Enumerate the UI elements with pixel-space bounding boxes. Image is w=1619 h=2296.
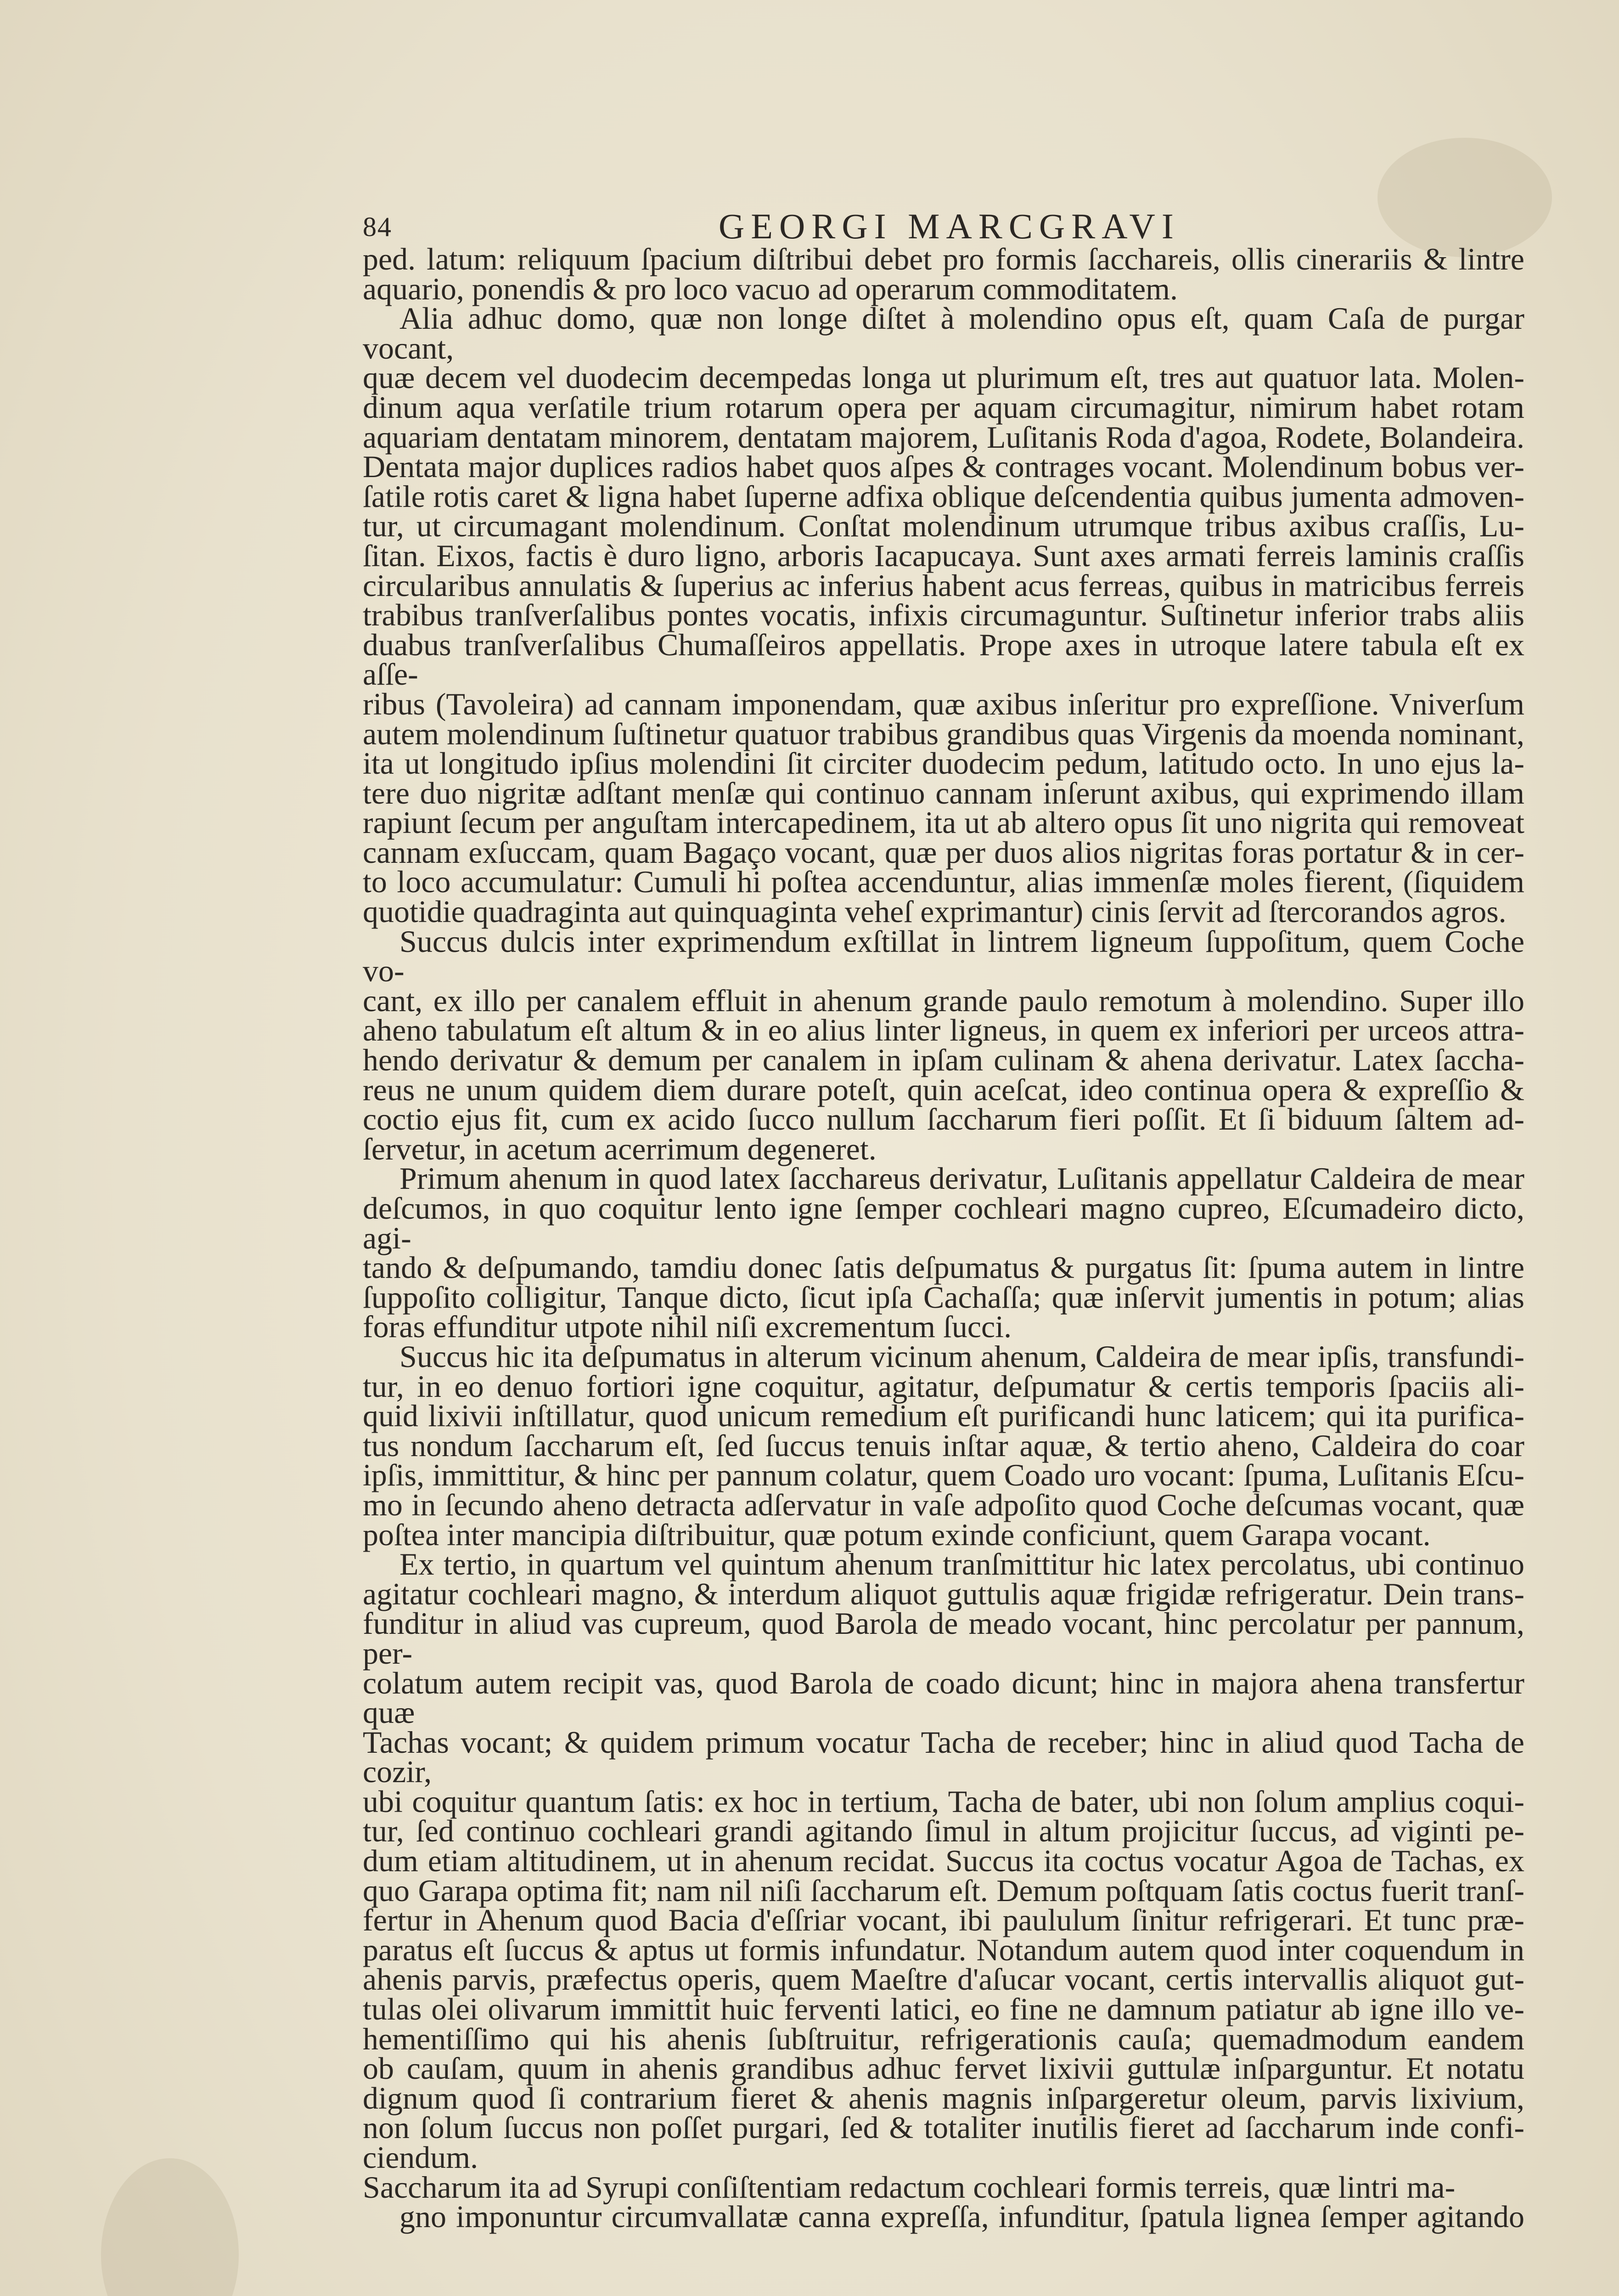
text-line: trabibus tranſverſalibus pontes vocatis, infixis circumaguntur. Suſtinetur inferior trabs aliis bbox=[363, 597, 1524, 633]
text-line: dum etiam altitudinem, ut in ahenum recidat. Succus ita coctus vocatur Agoa de Tachas, ex bbox=[363, 1843, 1524, 1879]
running-head: GEORGI MARCGRAVI bbox=[719, 206, 1180, 246]
text-line: tando & deſpumando, tamdiu donec ſatis deſpumatus & purgatus ſit: ſpuma autem in lintre bbox=[363, 1250, 1524, 1285]
text-line: tulas olei olivarum immittit huic ferventi latici, eo fine ne damnum patiatur ab igne illo ve- bbox=[363, 1992, 1524, 2027]
text-line: Ex tertio, in quartum vel quintum ahenum tranſmittitur hic latex percolatus, ubi continuo bbox=[399, 1547, 1524, 1582]
text-line: autem molendinum ſuſtinetur quatuor trabibus grandibus quas Virgenis da moenda nominant, bbox=[363, 716, 1524, 751]
text-line: coctio ejus fit, cum ex acido ſucco nullum ſaccharum fieri poſſit. Et ſi biduum ſaltem ad- bbox=[363, 1102, 1524, 1137]
body-text bbox=[363, 244, 1524, 2232]
text-line: quid lixivii inſtillatur, quod unicum remedium eſt purificandi hunc laticem; qui ita purifica- bbox=[363, 1398, 1524, 1434]
page-header bbox=[363, 206, 1534, 247]
text-line: Succus dulcis inter exprimendum exſtillat in lintrem ligneum ſuppoſitum, quem Coche vo- bbox=[363, 923, 1524, 989]
text-line: circularibus annulatis & ſuperius ac inferius habent acus ferreas, quibus in matricibus ferreis bbox=[363, 568, 1524, 603]
text-line: ita ut longitudo ipſius molendini ſit circiter duodecim pedum, latitudo octo. In uno ejus la- bbox=[363, 746, 1524, 781]
text-line: Dentata major duplices radios habet quos aſpes & contrages vocant. Molendinum bobus ver- bbox=[363, 449, 1524, 484]
text-line: quæ decem vel duodecim decempedas longa ut plurimum eſt, tres aut quatuor lata. Molen- bbox=[363, 360, 1524, 395]
text-line: quotidie quadraginta aut quinquaginta veheſ exprimantur) cinis ſervit ad ſtercorandos agros. bbox=[363, 894, 1507, 929]
text-line: Succus hic ita deſpumatus in alterum vicinum ahenum, Caldeira de mear ipſis, transfundi- bbox=[399, 1339, 1524, 1374]
text-line: aquariam dentatam minorem, dentatam majorem, Luſitanis Roda d'agoa, Rodete, Bolandeira. bbox=[363, 419, 1524, 455]
text-line: dignum quod ſi contrarium fieret & ahenis magnis inſpargeretur oleum, parvis lixivium, bbox=[363, 2080, 1524, 2116]
text-line: quo Garapa optima fit; nam nil niſi ſaccharum eſt. Demum poſtquam ſatis coctus fuerit tranſ- bbox=[363, 1873, 1524, 1908]
text-line: duabus tranſverſalibus Chumaſſeiros appellatis. Prope axes in utroque latere tabula eſt ex aſſe- bbox=[363, 627, 1524, 692]
text-line: ſitan. Eixos, factis è duro ligno, arboris Iacapucaya. Sunt axes armati ferreis laminis craſſis bbox=[363, 538, 1524, 573]
text-line: gno imponuntur circumvallatæ canna expreſſa, infunditur, ſpatula lignea ſemper agitando bbox=[399, 2199, 1524, 2234]
text-line: ribus (Tavoleira) ad cannam imponendam, quæ axibus inſeritur pro expreſſione. Vniverſum bbox=[363, 686, 1524, 721]
text-line: Alia adhuc domo, quæ non longe diſtet à molendino opus eſt, quam Caſa de purgar vocant, bbox=[363, 301, 1524, 366]
text-line: agitatur cochleari magno, & interdum aliquot guttulis aquæ frigidæ refrigeratur. Dein trans- bbox=[363, 1576, 1524, 1611]
text-line: cannam exſuccam, quam Bagaço vocant, quæ per duos alios nigritas foras portatur & in cer- bbox=[363, 834, 1524, 870]
text-line: ſatile rotis caret & ligna habet ſuperne adfixa oblique deſcendentia quibus jumenta admoven- bbox=[363, 478, 1524, 514]
text-line: tus nondum ſaccharum eſt, ſed ſuccus tenuis inſtar aquæ, & tertio aheno, Caldeira do coar bbox=[363, 1428, 1524, 1463]
text-line: tur, in eo denuo fortiori igne coquitur, agitatur, deſpumatur & certis temporis ſpaciis ali- bbox=[363, 1368, 1524, 1404]
text-line: ipſis, immittitur, & hinc per pannum colatur, quem Coado uro vocant: ſpuma, Luſitanis Eſcu- bbox=[363, 1458, 1524, 1493]
text-line: ubi coquitur quantum ſatis: ex hoc in tertium, Tacha de bater, ubi non ſolum amplius coqui- bbox=[363, 1784, 1524, 1819]
text-line: hendo derivatur & demum per canalem in ipſam culinam & ahena derivatur. Latex ſaccha- bbox=[363, 1042, 1524, 1078]
text-line: hementiſſimo qui his ahenis ſubſtruitur, refrigerationis cauſa; quemadmodum eandem bbox=[363, 2021, 1524, 2056]
text-line: foras effunditur utpote nihil niſi excrementum ſucci. bbox=[363, 1309, 1012, 1345]
text-line: paratus eſt ſuccus & aptus ut formis infundatur. Notandum autem quod inter coquendum in bbox=[363, 1932, 1524, 1967]
text-line: aheno tabulatum eſt altum & in eo alius linter ligneus, in quem ex inferiori per urceos attra- bbox=[363, 1013, 1524, 1048]
text-line: deſcumos, in quo coquitur lento igne ſemper cochleari magno cupreo, Eſcumadeiro dicto, agi- bbox=[363, 1191, 1524, 1255]
text-line: ciendum. bbox=[363, 2140, 478, 2175]
text-line: tur, ut circumagant molendinum. Conſtat molendinum utrumque tribus axibus craſſis, Lu- bbox=[363, 508, 1524, 544]
text-line: to loco accumulatur: Cumuli hi poſtea accenduntur, alias immenſæ moles fierent, (ſiquidem bbox=[363, 864, 1524, 900]
page-number: 84 bbox=[363, 212, 392, 242]
text-line: ped. latum: reliquum ſpacium diſtribui debet pro formis ſacchareis, ollis cinerariis & lintre bbox=[363, 242, 1524, 276]
text-line: Primum ahenum in quod latex ſacchareus derivatur, Luſitanis appellatur Caldeira de mear bbox=[399, 1161, 1524, 1196]
text-line: mo in ſecundo aheno detracta adſervatur in vaſe adpoſito quod Coche deſcumas vocant, quæ bbox=[363, 1487, 1524, 1522]
paper-stain bbox=[101, 2158, 239, 2296]
text-line: poſtea inter mancipia diſtribuitur, quæ potum exinde conficiunt, quem Garapa vocant. bbox=[363, 1517, 1431, 1552]
text-line: fertur in Ahenum quod Bacia d'eſſriar vocant, ibi paululum ſinitur refrigerari. Et tunc præ- bbox=[363, 1902, 1524, 1938]
text-line: ſuppoſito colligitur, Tanque dicto, ſicut ipſa Cachaſſa; quæ inſervit jumentis in potum; alias bbox=[363, 1279, 1524, 1315]
text-line: colatum autem recipit vas, quod Barola de coado dicunt; hinc in majora ahena transfertur quæ bbox=[363, 1665, 1524, 1730]
text-line: Tachas vocant; & quidem primum vocatur Tacha de receber; hinc in aliud quod Tacha de cozir, bbox=[363, 1724, 1524, 1790]
text-line: ſervetur, in acetum acerrimum degeneret. bbox=[363, 1131, 877, 1166]
text-line: Saccharum ita ad Syrupi conſiſtentiam redactum cochleari formis terreis, quæ lintri ma- bbox=[363, 2169, 1456, 2205]
text-line: ob cauſam, quum in ahenis grandibus adhuc fervet lixivii guttulæ inſparguntur. Et notatu bbox=[363, 2051, 1524, 2086]
text-line: dinum aqua verſatile trium rotarum opera per aquam circumagitur, nimirum habet rotam bbox=[363, 389, 1524, 425]
text-line: funditur in aliud vas cupreum, quod Barola de meado vocant, hinc percolatur per pannum, per- bbox=[363, 1606, 1524, 1671]
text-line: tur, ſed continuo cochleari grandi agitando ſimul in altum projicitur ſuccus, ad viginti pe- bbox=[363, 1813, 1524, 1849]
text-line: rapiunt ſecum per anguſtam intercapedinem, ita ut ab altero opus ſit uno nigrita qui removeat bbox=[363, 805, 1524, 840]
text-line: tere duo nigritæ adſtant menſæ qui continuo cannam inſerunt axibus, qui exprimendo illam bbox=[363, 775, 1524, 810]
text-line: reus ne unum quidem diem durare poteſt, quin aceſcat, ideo continua opera & expreſſio & bbox=[363, 1072, 1524, 1107]
text-line: ahenis parvis, præfectus operis, quem Maeſtre d'aſucar vocant, certis intervallis aliquot gut- bbox=[363, 1962, 1524, 1997]
text-line: non ſolum ſuccus non poſſet purgari, ſed & totaliter inutilis fieret ad ſaccharum inde confi- bbox=[363, 2110, 1524, 2145]
text-line: aquario, ponendis & pro loco vacuo ad operarum commoditatem. bbox=[363, 271, 1178, 306]
text-line: cant, ex illo per canalem effluit in ahenum grande paulo remotum à molendino. Super illo bbox=[363, 983, 1524, 1018]
